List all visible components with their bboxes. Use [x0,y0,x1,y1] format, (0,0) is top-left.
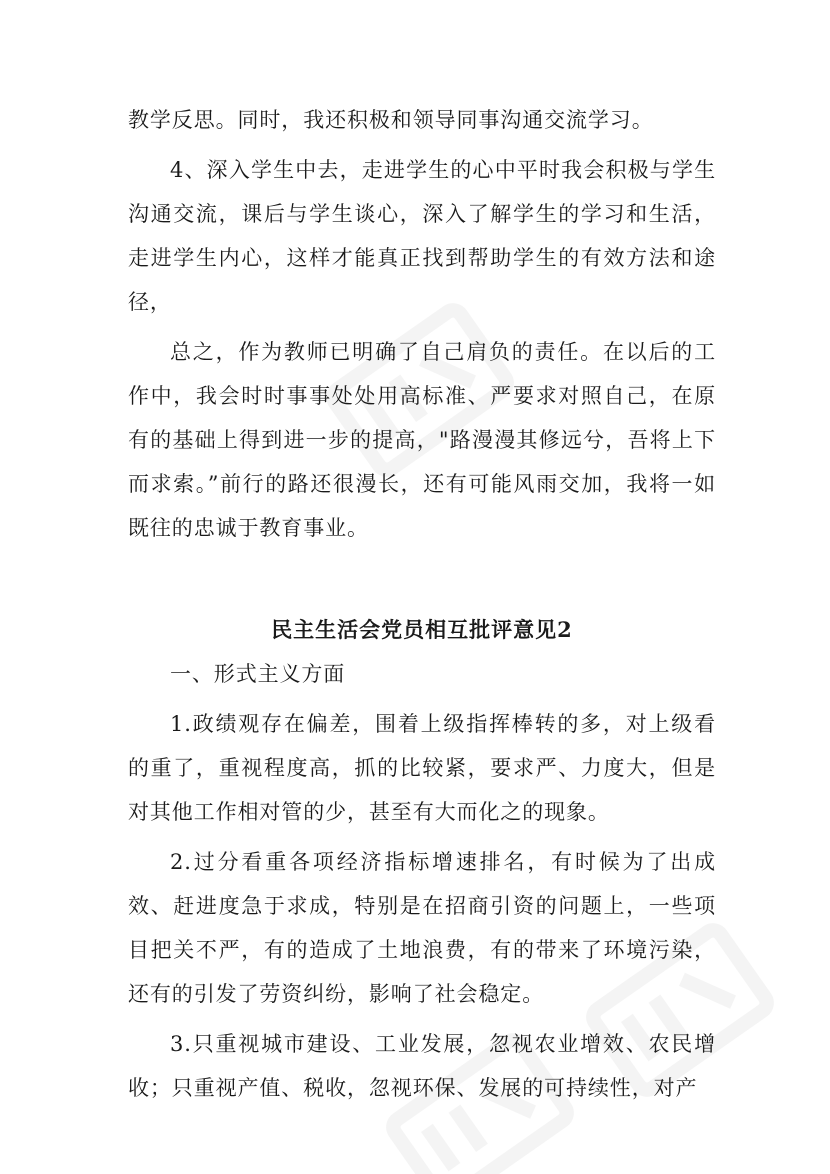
paragraph-item-1: 1.政绩观存在偏差，围着上级指挥棒转的多，对上级看的重了，重视程度高，抓的比较紧，要求严、力度大，但是对其他工作相对管的少，甚至有大而化之的现象。 [128,712,716,824]
paragraph-item-2: 2.过分看重各项经济指标增速排名，有时候为了出成效、赶进度急于求成，特别是在招商引资的问题上，一些项目把关不严，有的造成了土地浪费，有的带来了环境污染，还有的引发了劳资纠纷，影响了社会稳定。 [128,850,716,1006]
paragraph-item-3: 3.只重视城市建设、工业发展，忽视农业增效、农民增收；只重视产值、税收，忽视环保、发展的可持续性，对产 [128,1032,716,1100]
document-body [128,98,716,1110]
paragraph-conclusion: 总之，作为教师已明确了自己肩负的责任。在以后的工作中，我会时时事事处处用高标准、严要求对照自己，在原有的基础上得到进一步的提高，"路漫漫其修远兮，吾将上下而求索。”前行的路还很漫长，还有可能风雨交加，我将一如既往的忠诚于教育事业。 [128,340,716,540]
paragraph-continuation: 教学反思。同时，我还积极和领导同事沟通交流学习。 [128,108,654,132]
paragraph-heading-formalism: 一、形式主义方面 [170,662,346,686]
section-title: 民主生活会党员相互批评意见2 [271,617,573,642]
paragraph-point-4: 4、深入学生中去，走进学生的心中平时我会积极与学生沟通交流，课后与学生谈心，深入了解学生的学习和生活，走进学生内心，这样才能真正找到帮助学生的有效方法和途径， [128,158,716,314]
